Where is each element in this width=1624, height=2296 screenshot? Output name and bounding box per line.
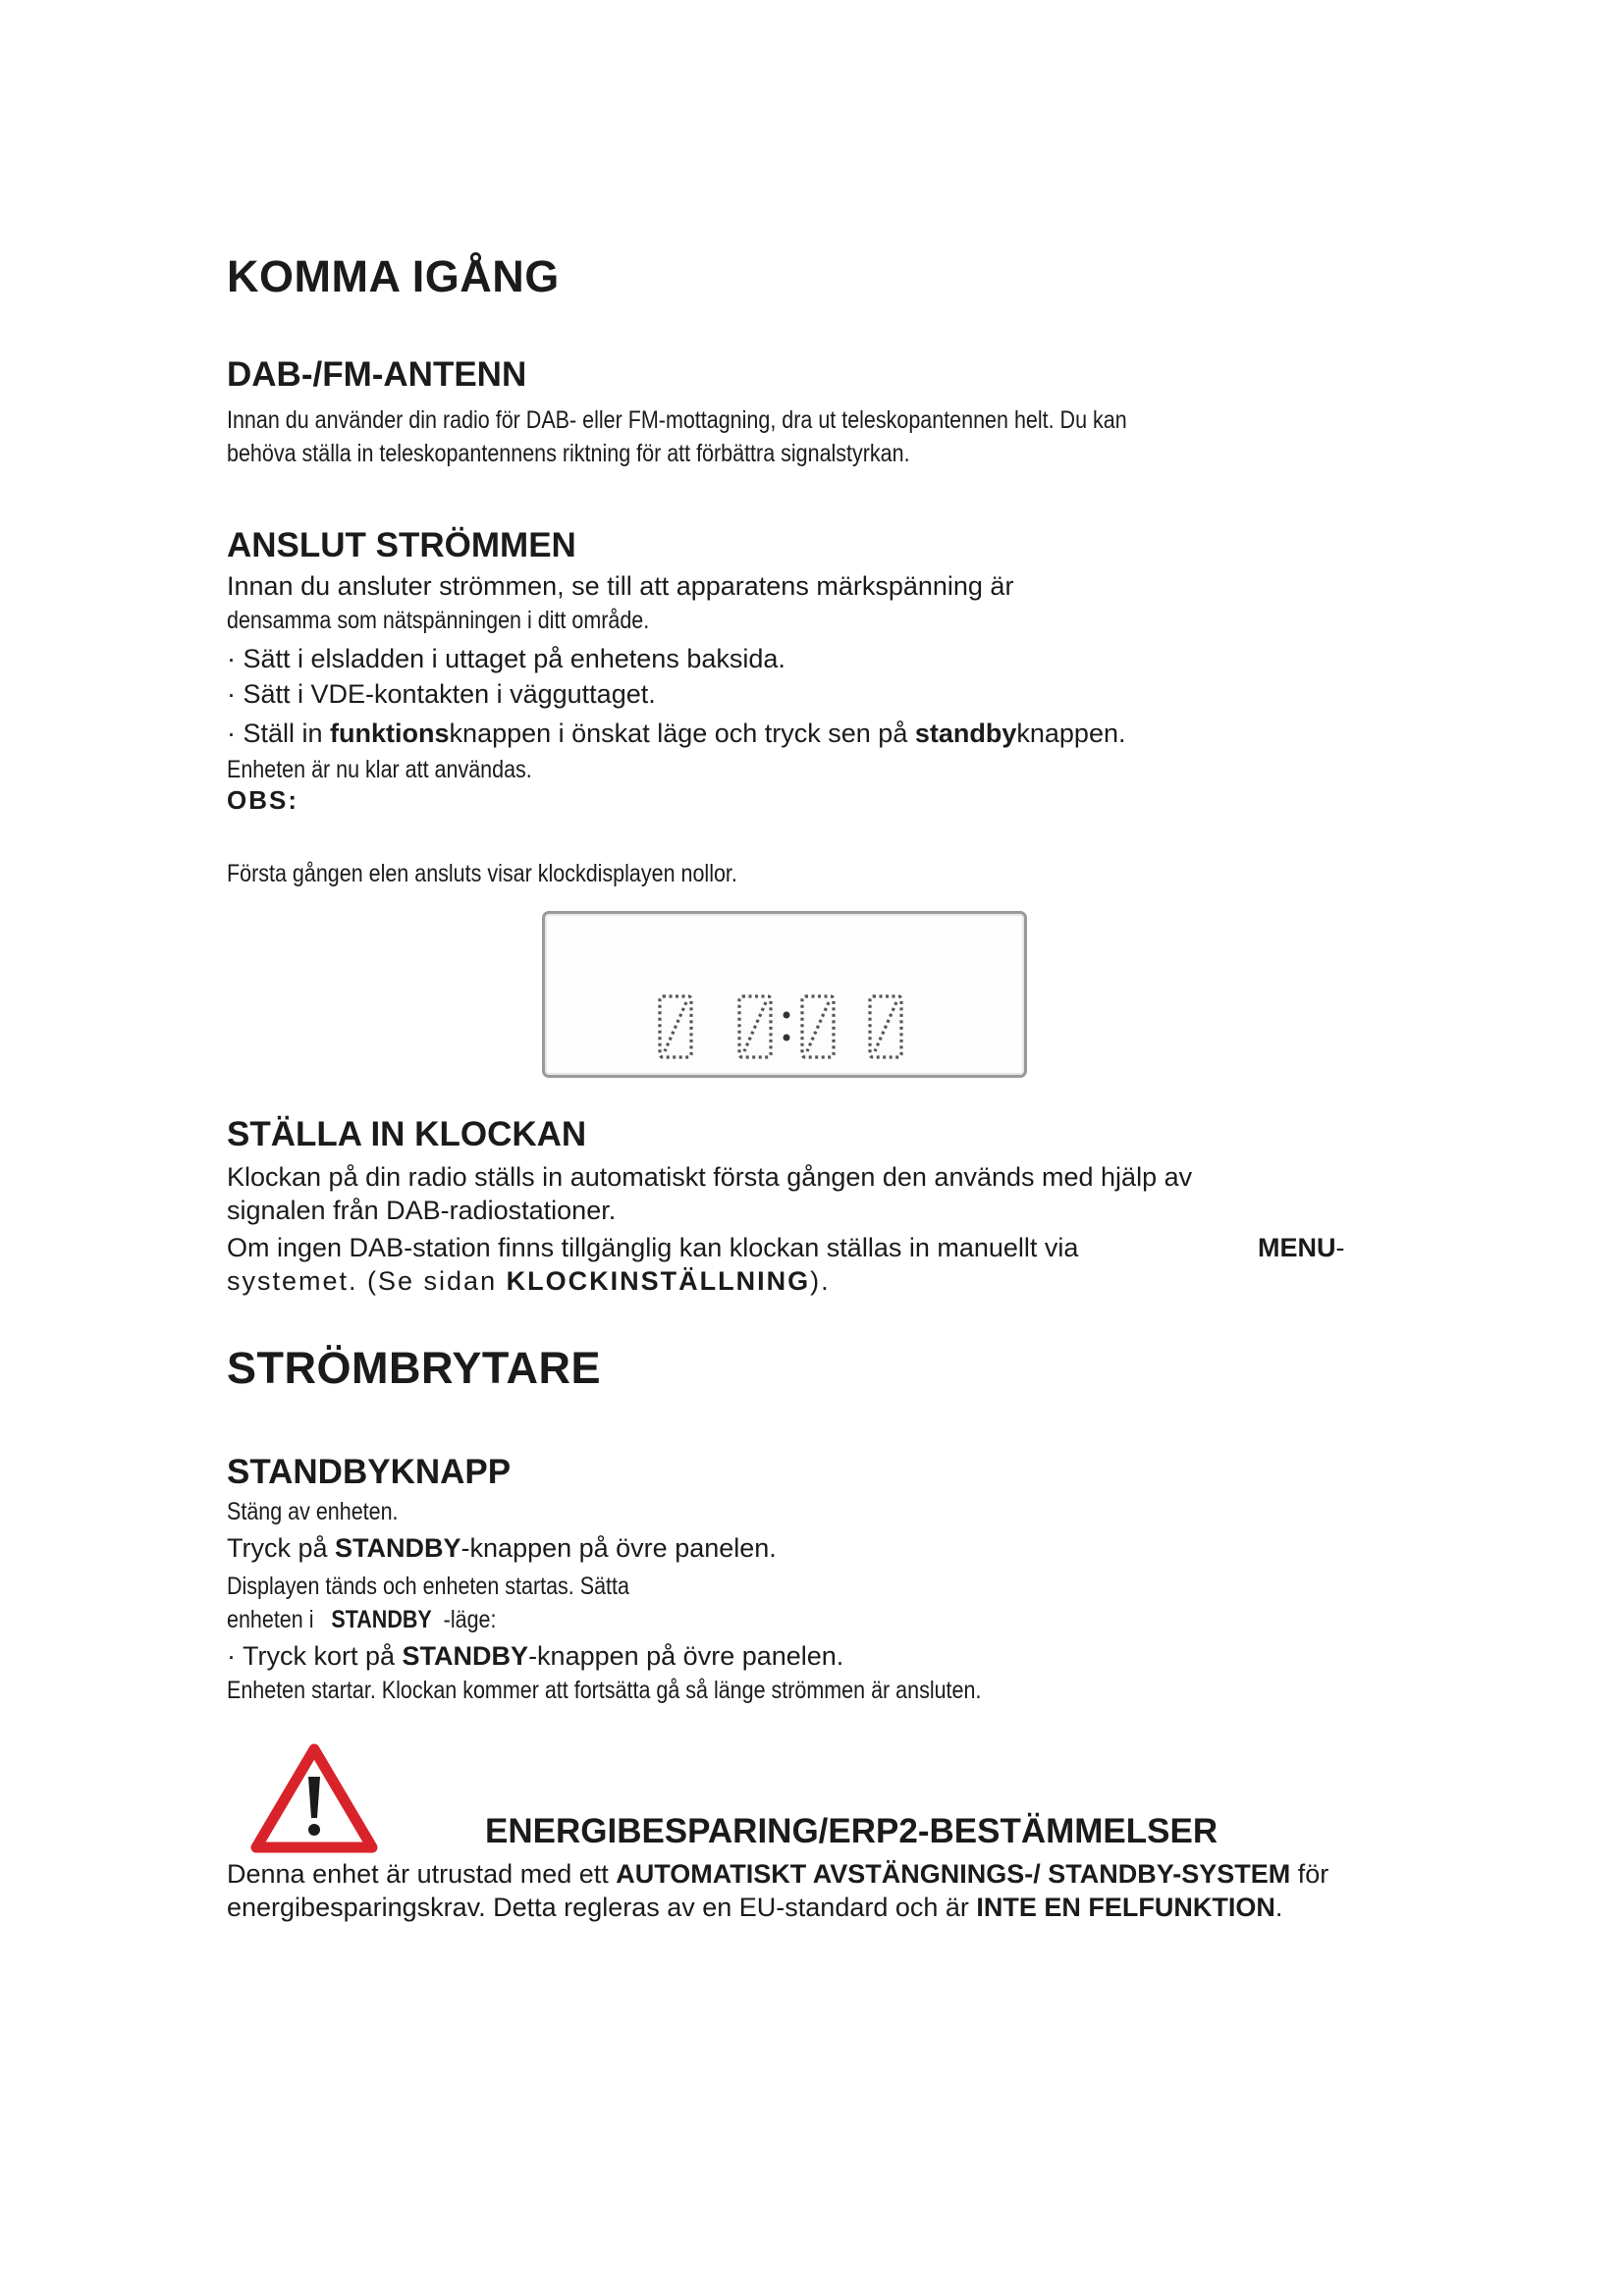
obs-label: OBS:	[227, 785, 298, 815]
warning-triangle-icon	[250, 1743, 378, 1858]
clock-display	[542, 911, 1027, 1078]
heading-antenna: DAB-/FM-ANTENN	[227, 355, 527, 394]
antenna-text-line2: behöva ställa in teleskopantennens riktning för att förbättra signalstyrkan.	[227, 440, 910, 467]
clock-text-line1: Klockan på din radio ställs in automatiskt första gången den används med hjälp av	[227, 1162, 1193, 1192]
standby-line6: Enheten startar. Klockan kommer att fortsätta gå så länge strömmen är ansluten.	[227, 1677, 982, 1704]
standby-line2: Tryck på STANDBY-knappen på övre panelen.	[227, 1533, 777, 1563]
section-title-getting-started: KOMMA IGÅNG	[227, 251, 560, 301]
menu-keyword: MENU-	[1258, 1233, 1345, 1262]
power-bullet-2: · Sätt i VDE-kontakten i vägguttaget.	[227, 679, 656, 709]
clock-text-line2: signalen från DAB-radiostationer.	[227, 1196, 617, 1225]
standby-line4: enheten i STANDBY -läge:	[227, 1606, 497, 1633]
power-bullet-1: · Sätt i elsladden i uttaget på enhetens baksida.	[227, 644, 785, 673]
antenna-text-line1: Innan du använder din radio för DAB- eller FM-mottagning, dra ut teleskopantennen helt. Du kan	[227, 406, 1127, 434]
heading-energy: ENERGIBESPARING/ERP2-BESTÄMMELSER	[485, 1812, 1218, 1850]
standby-line3: Displayen tänds och enheten startas. Sätta	[227, 1573, 629, 1600]
standby-line1: Stäng av enheten.	[227, 1498, 399, 1525]
heading-clock: STÄLLA IN KLOCKAN	[227, 1115, 587, 1153]
power-ready-text: Enheten är nu klar att användas.	[227, 756, 532, 783]
heading-power: ANSLUT STRÖMMEN	[227, 526, 576, 564]
clock-display-value: 00:00	[545, 914, 548, 915]
heading-standby: STANDBYKNAPP	[227, 1453, 512, 1491]
power-text-line2: densamma som nätspänningen i ditt område.	[227, 607, 650, 634]
clock-text-line3: Om ingen DAB-station finns tillgänglig kan klockan ställas in manuellt via	[227, 1233, 1079, 1262]
clock-text-line4: systemet. (Se sidan KLOCKINSTÄLLNING).	[227, 1266, 831, 1296]
standby-line5: · Tryck kort på STANDBY-knappen på övre panelen.	[227, 1641, 844, 1671]
energy-line1: Denna enhet är utrustad med ett AUTOMATISKT AVSTÄNGNINGS-/ STANDBY-SYSTEM för	[227, 1859, 1329, 1889]
energy-line2: energibesparingskrav. Detta regleras av en EU-standard och är INTE EN FELFUNKTION.	[227, 1893, 1283, 1922]
power-text-line1: Innan du ansluter strömmen, se till att apparatens märkspänning är	[227, 571, 1014, 601]
clock-digits-graphic	[545, 914, 1030, 1081]
section-title-power-switch: STRÖMBRYTARE	[227, 1343, 601, 1393]
power-bullet-3: · Ställ in funktionsknappen i önskat läge och tryck sen på standbyknappen.	[227, 719, 1126, 748]
first-time-note: Första gången elen ansluts visar klockdisplayen nollor.	[227, 860, 737, 887]
